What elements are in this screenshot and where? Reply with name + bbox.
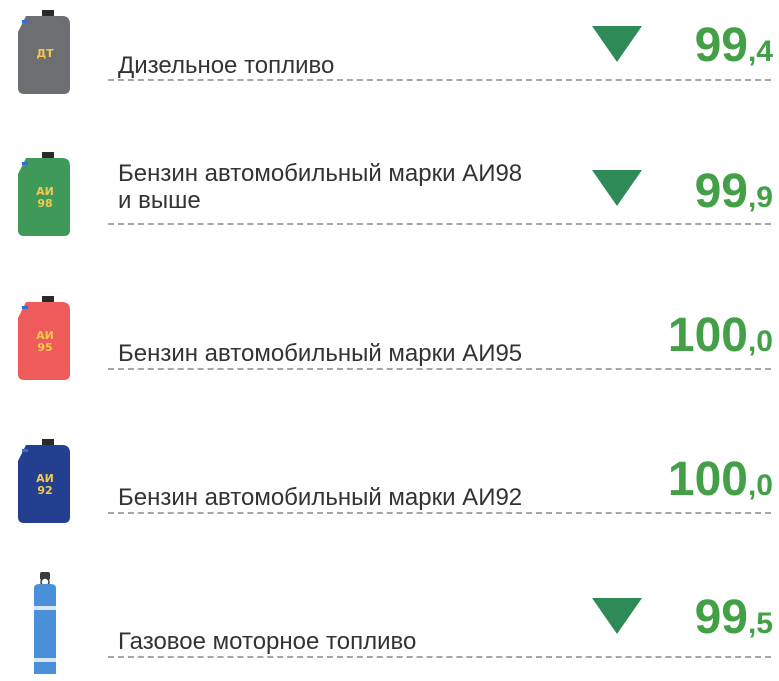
canister-label-line: АИ [36, 472, 54, 485]
index-value-dec: ,0 [747, 325, 773, 358]
index-value-int: 99 [694, 165, 748, 218]
index-value [668, 452, 773, 507]
index-value-int: 99 [694, 19, 748, 72]
trend-down-icon [592, 598, 642, 634]
index-value-dec: ,4 [747, 35, 773, 68]
canister-label-line: 95 [37, 341, 53, 354]
gas-cylinder-icon [28, 572, 64, 681]
dashed-divider [108, 79, 771, 81]
fuel-name: Бензин автомобильный марки АИ92 [118, 484, 523, 511]
fuel-name: Бензин автомобильный марки АИ95 [118, 340, 523, 367]
index-value [695, 18, 773, 73]
canister-icon [16, 152, 74, 242]
index-value-dec: ,9 [747, 181, 773, 214]
index-value-int: 100 [667, 453, 748, 506]
trend-down-icon [592, 170, 642, 206]
index-value-int: 100 [667, 309, 748, 362]
canister-label-line: ДТ [36, 47, 54, 60]
trend-down-icon [592, 26, 642, 62]
canister-label-line: 92 [37, 484, 53, 497]
index-value-dec: ,0 [747, 469, 773, 502]
dashed-divider [108, 656, 771, 658]
canister-label-line: АИ [36, 329, 54, 342]
canister-icon [16, 439, 74, 529]
fuel-name: Дизельное топливо [118, 52, 335, 79]
index-value-dec: ,5 [747, 607, 773, 640]
dashed-divider [108, 368, 771, 370]
dashed-divider [108, 223, 771, 225]
index-value [668, 308, 773, 363]
canister-label-line: АИ [36, 185, 54, 198]
canister-icon [16, 296, 74, 386]
canister-icon [16, 10, 74, 100]
fuel-name: Газовое моторное топливо [118, 628, 417, 655]
canister-label-line: 98 [37, 197, 53, 210]
dashed-divider [108, 512, 771, 514]
index-value [695, 164, 773, 219]
fuel-name: Бензин автомобильный марки АИ98 и выше [118, 160, 523, 214]
index-value-int: 99 [694, 591, 748, 644]
index-value [695, 590, 773, 645]
